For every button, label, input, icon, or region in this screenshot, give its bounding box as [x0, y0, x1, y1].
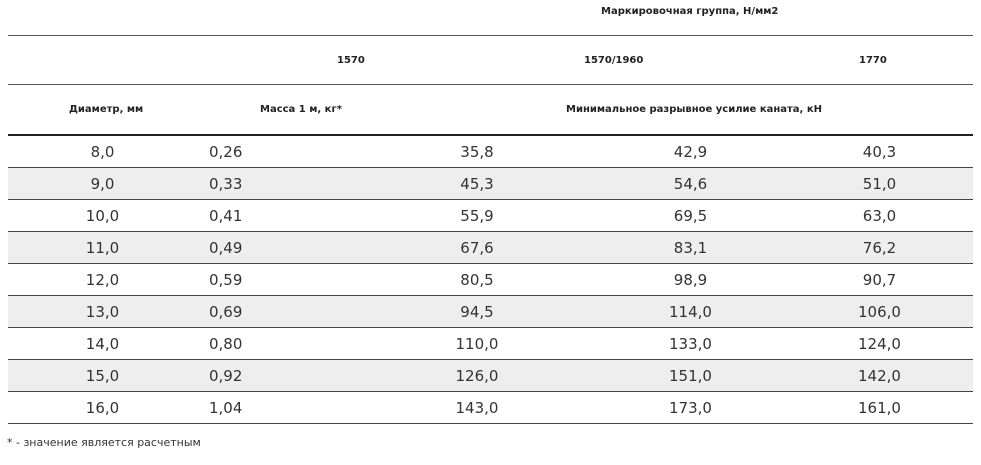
diameter-cell: 13,0 — [8, 296, 197, 328]
table-row — [8, 200, 973, 232]
diameter-cell: 15,0 — [8, 360, 197, 392]
force-1770-cell: 51,0 — [786, 168, 973, 200]
group-1570: 1570 — [337, 55, 365, 66]
table-row — [8, 360, 973, 392]
force-1770-cell: 76,2 — [786, 232, 973, 264]
force-1570-1960-cell: 69,5 — [595, 200, 786, 232]
force-1770-cell: 124,0 — [786, 328, 973, 360]
force-1570-1960-cell: 42,9 — [595, 136, 786, 168]
table-row — [8, 168, 973, 200]
group-1770: 1770 — [859, 55, 887, 66]
table-row — [8, 264, 973, 296]
divider-mid — [8, 84, 973, 85]
force-1770-cell: 63,0 — [786, 200, 973, 232]
mass-cell: 1,04 — [197, 392, 359, 424]
force-1770-cell: 106,0 — [786, 296, 973, 328]
force-1770-cell: 40,3 — [786, 136, 973, 168]
mass-cell: 0,80 — [197, 328, 359, 360]
table-row — [8, 296, 973, 328]
force-1570-1960-cell: 54,6 — [595, 168, 786, 200]
force-1570-cell: 94,5 — [359, 296, 595, 328]
force-1770-cell: 90,7 — [786, 264, 973, 296]
force-1570-cell: 80,5 — [359, 264, 595, 296]
col-mass-header: Масса 1 м, кг* — [260, 104, 342, 115]
diameter-cell: 14,0 — [8, 328, 197, 360]
force-1570-1960-cell: 98,9 — [595, 264, 786, 296]
force-1570-cell: 67,6 — [359, 232, 595, 264]
mass-cell: 0,49 — [197, 232, 359, 264]
mass-cell: 0,92 — [197, 360, 359, 392]
group-title: Маркировочная группа, Н/мм2 — [601, 6, 779, 17]
table-row — [8, 392, 973, 424]
force-1570-1960-cell: 151,0 — [595, 360, 786, 392]
table-row — [8, 328, 973, 360]
force-1570-cell: 126,0 — [359, 360, 595, 392]
force-1770-cell: 161,0 — [786, 392, 973, 424]
diameter-cell: 11,0 — [8, 232, 197, 264]
force-1770-cell: 142,0 — [786, 360, 973, 392]
col-diameter-header: Диаметр, мм — [69, 104, 144, 115]
mass-cell: 0,33 — [197, 168, 359, 200]
mass-cell: 0,59 — [197, 264, 359, 296]
footnote: * - значение является расчетным — [7, 436, 201, 449]
force-1570-cell: 45,3 — [359, 168, 595, 200]
diameter-cell: 9,0 — [8, 168, 197, 200]
diameter-cell: 10,0 — [8, 200, 197, 232]
mass-cell: 0,26 — [197, 136, 359, 168]
force-1570-1960-cell: 133,0 — [595, 328, 786, 360]
force-1570-1960-cell: 173,0 — [595, 392, 786, 424]
force-1570-cell: 110,0 — [359, 328, 595, 360]
data-table — [8, 136, 973, 424]
force-1570-1960-cell: 114,0 — [595, 296, 786, 328]
force-1570-cell: 55,9 — [359, 200, 595, 232]
force-1570-1960-cell: 83,1 — [595, 232, 786, 264]
diameter-cell: 8,0 — [8, 136, 197, 168]
force-1570-cell: 143,0 — [359, 392, 595, 424]
force-1570-cell: 35,8 — [359, 136, 595, 168]
diameter-cell: 16,0 — [8, 392, 197, 424]
divider-top — [8, 35, 973, 36]
col-force-header: Минимальное разрывное усилие каната, кН — [566, 104, 822, 115]
table-row — [8, 232, 973, 264]
table-row — [8, 136, 973, 168]
mass-cell: 0,41 — [197, 200, 359, 232]
group-1570-1960: 1570/1960 — [584, 55, 644, 66]
diameter-cell: 12,0 — [8, 264, 197, 296]
mass-cell: 0,69 — [197, 296, 359, 328]
